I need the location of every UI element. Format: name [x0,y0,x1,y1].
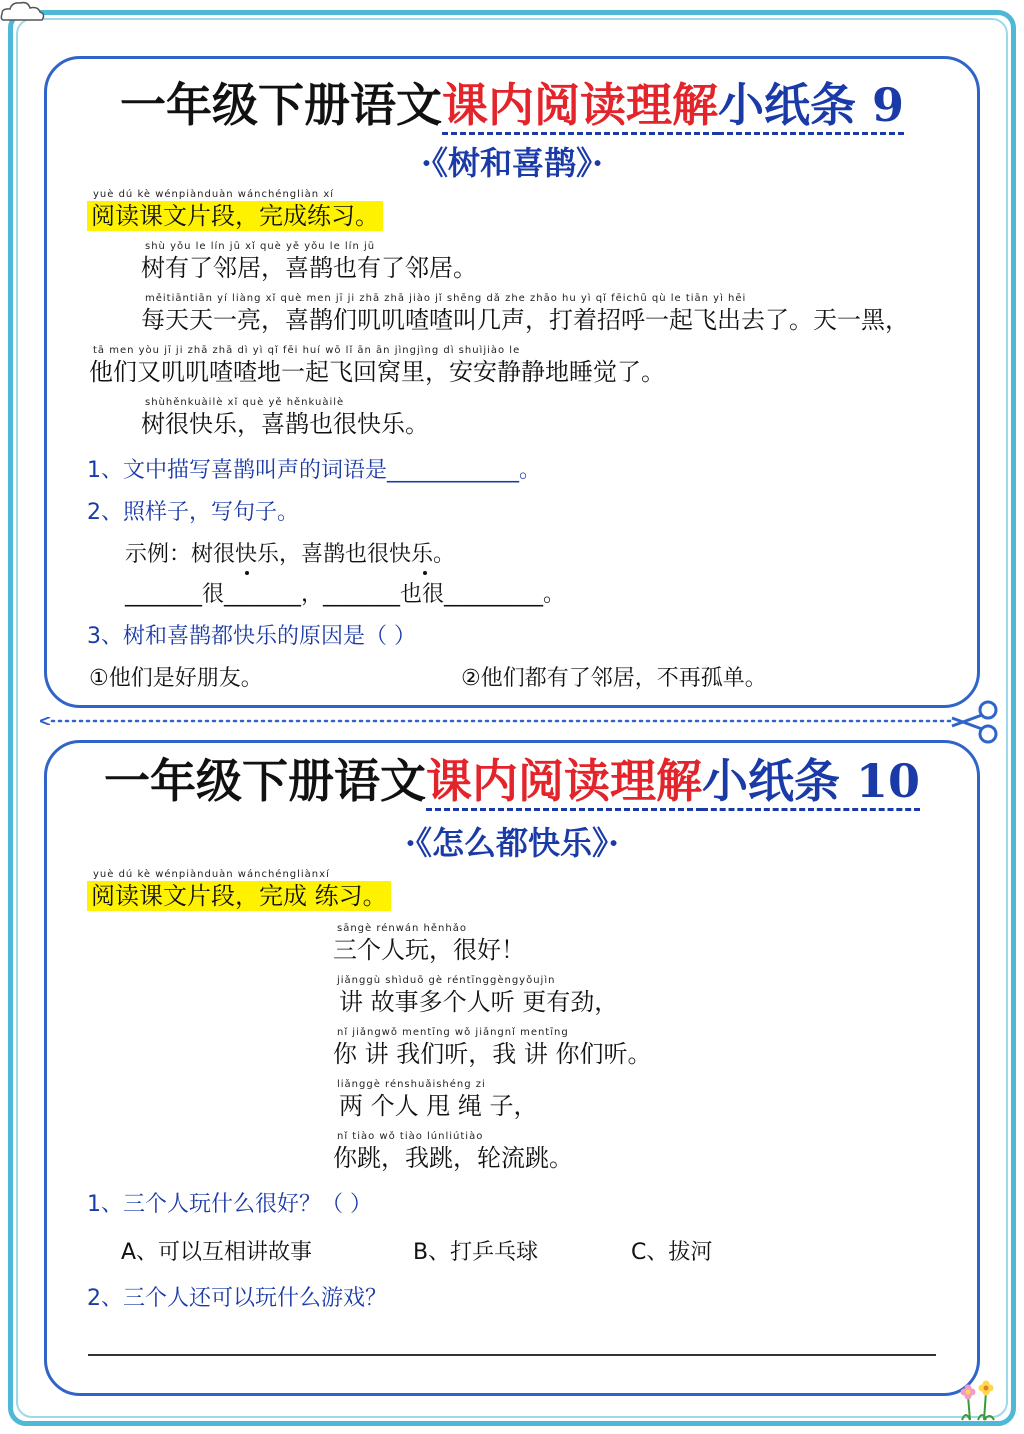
poem-line: 两 个人 甩 绳 子， [339,1092,538,1120]
cut-line [40,717,960,725]
poem-line: 你跳，我跳，轮流跳。 [333,1144,573,1172]
emphasis-dot [245,571,249,575]
passage-line: 树很快乐，喜鹊也很快乐。 [141,410,429,438]
instruction-pinyin: yuè dú kè wénpiànduàn wánchéngliànxí [93,869,330,880]
question-3: 3、树和喜鹊都快乐的原因是（ ） [87,624,416,649]
lesson-title: ·《树和喜鹊》· [420,144,604,182]
question-1: 1、三个人玩什么很好？（ ） [87,1192,372,1217]
worksheet-card-10 [44,740,980,1396]
poem-pinyin: nǐ tiào wǒ tiào lúnliútiào [337,1131,484,1142]
passage-pinyin: měitiāntiān yí liàng xǐ què men jī ji zhā zhā jiào jǐ shēng dǎ zhe zhāo hu yì qǐ fēichū qù le tiān yì hēi [145,293,747,304]
emphasis-dot [423,571,427,575]
option-c: C、拔河 [631,1240,713,1265]
option-a: A、可以互相讲故事 [121,1240,313,1265]
passage-pinyin: tā men yòu jī ji zhā zhā dì yì qǐ fēi huí wō lǐ ān ān jìngjìng dì shuìjiào le [93,345,521,356]
title-reading: 课内阅读理解 [426,754,702,811]
question-3-option-1: ①他们是好朋友。 [89,666,263,691]
instruction: 阅读课文片段，完成练习。 [87,201,383,231]
title-grade: 一年级下册语文 [119,78,442,132]
question-2: 2、三个人还可以玩什么游戏？ [87,1286,387,1311]
card-title [47,753,977,809]
flowers-icon [954,1380,1004,1422]
poem-line: 讲 故事多个人听 更有劲， [339,988,619,1016]
title-number: 小纸条 9 [718,78,904,135]
passage-pinyin: shù yǒu le lín jū xǐ què yě yǒu le lín jū [145,241,376,252]
poem-pinyin: jiǎnggù shìduō gè réntīnggèngyǒujìn [337,975,556,986]
cloud-icon [0,0,46,22]
poem-pinyin: sāngè rénwán hěnhǎo [337,923,467,934]
question-3-option-2: ②他们都有了邻居，不再孤单。 [461,666,767,691]
question-2: 2、照样子，写句子。 [87,500,299,525]
scissors-icon [948,700,1000,744]
poem-pinyin: nǐ jiǎngwǒ mentīng wǒ jiǎngnǐ mentīng [337,1027,569,1038]
question-1: 1、文中描写喜鹊叫声的词语是____________。 [87,458,541,483]
option-b: B、打乒乓球 [413,1240,539,1265]
passage-pinyin: shùhěnkuàilè xǐ què yě hěnkuàilè [145,397,345,408]
worksheet-card-9 [44,56,980,708]
lesson-title: ·《怎么都快乐》· [404,824,620,862]
poem-line: 三个人玩，很好！ [333,936,525,964]
title-reading: 课内阅读理解 [442,78,718,135]
answer-line[interactable] [88,1354,936,1356]
title-grade: 一年级下册语文 [103,754,426,808]
question-2-example: 示例：树很快乐，喜鹊也很快乐。 [125,542,456,567]
passage-line: 每天天一亮，喜鹊们叽叽喳喳叫几声，打着招呼一起飞出去了。天一黑， [141,306,909,334]
poem-line: 你 讲 我们听，我 讲 你们听。 [333,1040,652,1068]
title-number: 小纸条 10 [702,754,920,811]
instruction: 阅读课文片段，完成 练习。 [87,881,391,911]
poem-pinyin: liǎnggè rénshuǎishéng zi [337,1079,486,1090]
question-2-blank[interactable]: _______很_______，_______也很_________。 [125,582,566,607]
instruction-pinyin: yuè dú kè wénpiànduàn wánchéngliàn xí [93,189,335,200]
card-title [47,77,977,133]
passage-line: 树有了邻居，喜鹊也有了邻居。 [141,254,477,282]
passage-line: 他们又叽叽喳喳地一起飞回窝里，安安静静地睡觉了。 [89,358,665,386]
